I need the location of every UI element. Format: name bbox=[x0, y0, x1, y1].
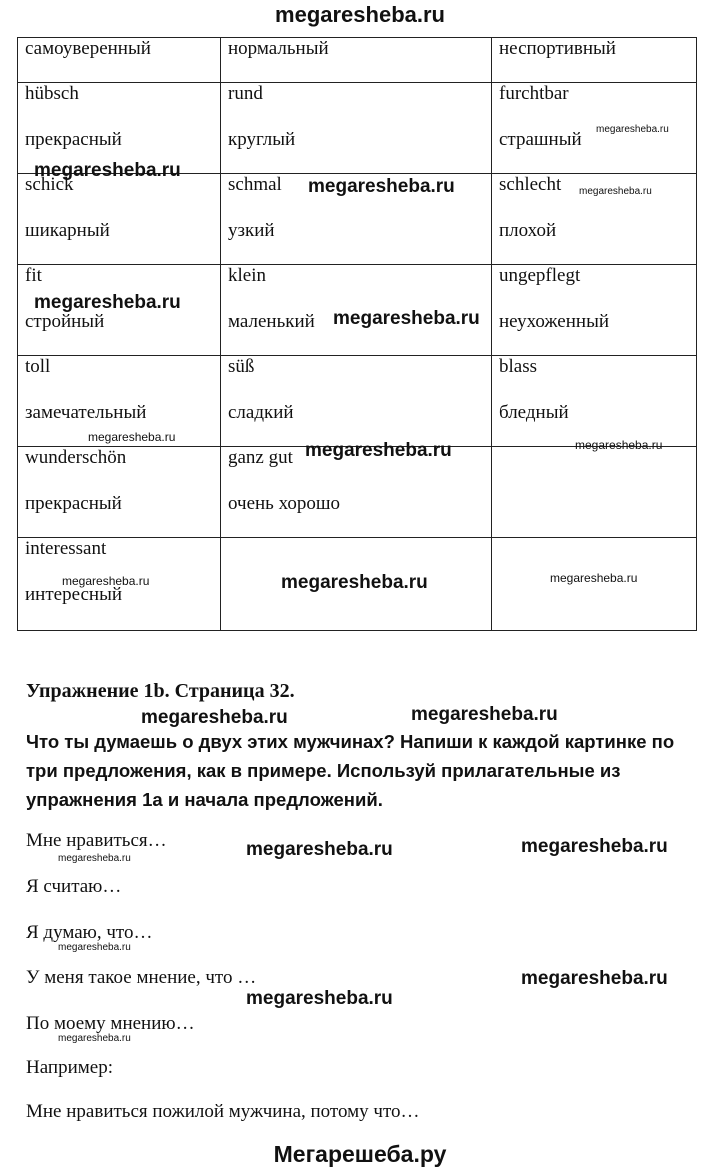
cell-translation: круглый bbox=[228, 129, 296, 150]
exercise-title: Упражнение 1b. Страница 32. bbox=[26, 680, 295, 702]
watermark: megaresheba.ru bbox=[521, 836, 668, 857]
watermark: megaresheba.ru bbox=[246, 839, 393, 860]
sentence-starter: У меня такое мнение, что … bbox=[26, 967, 257, 988]
sentence-starter: Я считаю… bbox=[26, 876, 122, 897]
watermark: megaresheba.ru bbox=[411, 704, 558, 725]
cell-german-word: schlecht bbox=[499, 174, 562, 195]
site-footer: Мегарешеба.ру bbox=[273, 1141, 447, 1167]
watermark: megaresheba.ru bbox=[281, 572, 428, 593]
cell-word: нормальный bbox=[228, 38, 329, 59]
cell-german-word: schick bbox=[25, 174, 74, 195]
cell-german-word: furchtbar bbox=[499, 83, 569, 104]
cell-word: самоуверенный bbox=[25, 38, 151, 59]
sentence-starter: Я думаю, что… bbox=[26, 922, 153, 943]
cell-german-word: toll bbox=[25, 356, 51, 377]
cell-german-word: klein bbox=[228, 265, 266, 286]
watermark: megaresheba.ru bbox=[58, 942, 131, 953]
cell-translation: прекрасный bbox=[25, 493, 122, 514]
table-cell bbox=[18, 174, 221, 265]
cell-translation: прекрасный bbox=[25, 129, 122, 150]
watermark: megaresheba.ru bbox=[305, 440, 452, 461]
watermark: megaresheba.ru bbox=[141, 707, 288, 728]
cell-german-word: blass bbox=[499, 356, 537, 377]
table-cell bbox=[492, 265, 697, 356]
watermark: megaresheba.ru bbox=[34, 292, 181, 313]
table-cell bbox=[492, 447, 697, 538]
watermark: megaresheba.ru bbox=[308, 176, 455, 197]
watermark: megaresheba.ru bbox=[34, 160, 181, 181]
watermark: megaresheba.ru bbox=[579, 186, 652, 197]
table-cell bbox=[221, 83, 492, 174]
cell-translation: неухоженный bbox=[499, 311, 610, 332]
cell-german-word: rund bbox=[228, 83, 263, 104]
cell-german-word: hübsch bbox=[25, 83, 79, 104]
cell-translation: плохой bbox=[499, 220, 557, 241]
cell-translation: интересный bbox=[25, 584, 123, 605]
exercise-task: Что ты думаешь о двух этих мужчинах? Напиши к каждой картинке по три предложения, как в примере. Используй прилагательные из упражнения 1а и начала предложений. bbox=[26, 731, 675, 810]
watermark: megaresheba.ru bbox=[62, 574, 150, 588]
table-cell bbox=[18, 38, 221, 83]
example-label: Например: bbox=[26, 1057, 113, 1078]
cell-german-word: süß bbox=[228, 356, 255, 377]
cell-german-word: ganz gut bbox=[228, 447, 293, 468]
cell-german-word: schmal bbox=[228, 174, 282, 195]
watermark: megaresheba.ru bbox=[575, 438, 663, 452]
example-sentence: Мне нравиться пожилой мужчина, потому что… bbox=[26, 1101, 420, 1122]
cell-translation: сладкий bbox=[228, 402, 294, 423]
watermark: megaresheba.ru bbox=[246, 988, 393, 1009]
cell-translation: стройный bbox=[25, 311, 105, 332]
site-header: megaresheba.ru bbox=[275, 2, 445, 27]
watermark: megaresheba.ru bbox=[596, 124, 669, 135]
sentence-starter: Мне нравиться… bbox=[26, 830, 167, 851]
cell-translation: страшный bbox=[499, 129, 582, 150]
cell-translation: шикарный bbox=[25, 220, 110, 241]
table-row bbox=[18, 38, 697, 83]
cell-german-word: interessant bbox=[25, 538, 107, 559]
table-cell bbox=[492, 38, 697, 83]
cell-translation: бледный bbox=[499, 402, 569, 423]
cell-translation: замечательный bbox=[25, 402, 147, 423]
watermark: megaresheba.ru bbox=[58, 1033, 131, 1044]
sentence-starter: По моему мнению… bbox=[26, 1013, 195, 1034]
cell-german-word: fit bbox=[25, 265, 42, 286]
table-cell bbox=[492, 356, 697, 447]
watermark: megaresheba.ru bbox=[58, 853, 131, 864]
table-cell bbox=[18, 447, 221, 538]
watermark: megaresheba.ru bbox=[550, 571, 638, 585]
watermark: megaresheba.ru bbox=[521, 968, 668, 989]
watermark: megaresheba.ru bbox=[88, 430, 176, 444]
vocabulary-table bbox=[17, 37, 697, 631]
table-cell bbox=[221, 38, 492, 83]
cell-german-word: ungepflegt bbox=[499, 265, 581, 286]
cell-word: неспортивный bbox=[499, 38, 616, 59]
table-cell bbox=[221, 356, 492, 447]
cell-translation: узкий bbox=[228, 220, 275, 241]
cell-translation: очень хорошо bbox=[228, 493, 340, 514]
cell-german-word: wunderschön bbox=[25, 447, 127, 468]
watermark: megaresheba.ru bbox=[333, 308, 480, 329]
cell-translation: маленький bbox=[228, 311, 315, 332]
